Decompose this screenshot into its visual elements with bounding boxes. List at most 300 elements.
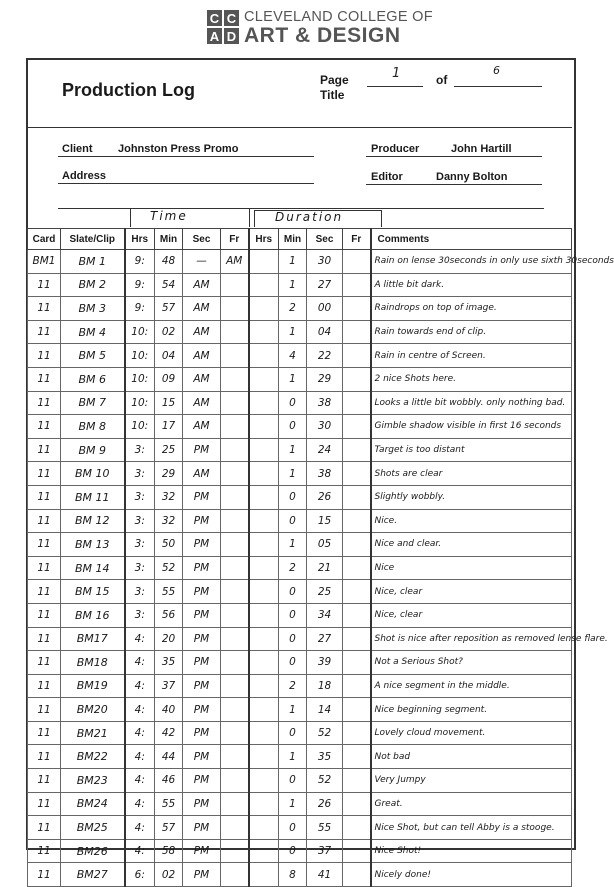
slate-cell: BM21 xyxy=(61,721,125,745)
min-cell: 20 xyxy=(155,627,183,651)
duration-sec-cell: 38 xyxy=(307,391,343,415)
page-label: Page xyxy=(320,73,349,87)
comment-cell: Rain in centre of Screen. xyxy=(371,344,572,368)
duration-sec-cell: 21 xyxy=(307,556,343,580)
col-header: Hrs xyxy=(125,229,155,250)
comment-cell: A little bit dark. xyxy=(371,273,572,297)
table-row xyxy=(28,344,572,368)
duration-sec-cell: 18 xyxy=(307,674,343,698)
slate-cell: BM 8 xyxy=(61,415,125,439)
duration-fr-cell xyxy=(343,344,371,368)
logo-monogram xyxy=(207,10,239,44)
table-row xyxy=(28,556,572,580)
logo-letter: C xyxy=(207,10,222,26)
table-row xyxy=(28,745,572,769)
fr-cell xyxy=(221,745,249,769)
comment-cell: Looks a little bit wobbly. only nothing bad. xyxy=(371,391,572,415)
comment-cell: Nice xyxy=(371,556,572,580)
fr-cell xyxy=(221,792,249,816)
table-row xyxy=(28,485,572,509)
hrs-cell: 4: xyxy=(125,745,155,769)
duration-sec-cell: 38 xyxy=(307,462,343,486)
duration-min-cell: 1 xyxy=(279,438,307,462)
card-cell: 11 xyxy=(28,792,61,816)
comment-cell: Nice. xyxy=(371,509,572,533)
card-cell: 11 xyxy=(28,533,61,557)
sec-cell: AM xyxy=(183,344,221,368)
table-row xyxy=(28,297,572,321)
hrs-cell: 10: xyxy=(125,415,155,439)
duration-hrs-cell xyxy=(249,816,279,840)
table-row xyxy=(28,273,572,297)
client-line xyxy=(58,156,314,157)
sec-cell: AM xyxy=(183,367,221,391)
slate-cell: BM 16 xyxy=(61,603,125,627)
duration-fr-cell xyxy=(343,438,371,462)
duration-min-cell: 0 xyxy=(279,721,307,745)
duration-fr-cell xyxy=(343,462,371,486)
duration-hrs-cell xyxy=(249,533,279,557)
duration-min-cell: 0 xyxy=(279,580,307,604)
table-row xyxy=(28,792,572,816)
slate-cell: BM17 xyxy=(61,627,125,651)
hrs-cell: 4: xyxy=(125,651,155,675)
table-row xyxy=(28,863,572,887)
duration-hrs-cell xyxy=(249,674,279,698)
min-cell: 32 xyxy=(155,485,183,509)
card-cell: BM1 xyxy=(28,250,61,274)
client-label: Client xyxy=(62,143,93,155)
col-header: Comments xyxy=(371,229,572,250)
col-header: Fr xyxy=(221,229,249,250)
min-cell: 04 xyxy=(155,344,183,368)
slate-cell: BM20 xyxy=(61,698,125,722)
col-header: Min xyxy=(155,229,183,250)
duration-hrs-cell xyxy=(249,863,279,887)
slate-cell: BM 12 xyxy=(61,509,125,533)
duration-hrs-cell xyxy=(249,509,279,533)
duration-sec-cell: 52 xyxy=(307,769,343,793)
hrs-cell: 3: xyxy=(125,485,155,509)
fr-cell xyxy=(221,769,249,793)
header-divider xyxy=(27,127,572,128)
table-header-row xyxy=(28,229,572,250)
duration-min-cell: 2 xyxy=(279,556,307,580)
fr-cell xyxy=(221,462,249,486)
duration-min-cell: 1 xyxy=(279,320,307,344)
sec-cell: PM xyxy=(183,509,221,533)
duration-min-cell: 4 xyxy=(279,344,307,368)
duration-hrs-cell xyxy=(249,698,279,722)
sec-cell: PM xyxy=(183,674,221,698)
card-cell: 11 xyxy=(28,438,61,462)
min-cell: 40 xyxy=(155,698,183,722)
duration-min-cell: 1 xyxy=(279,250,307,274)
slate-cell: BM25 xyxy=(61,816,125,840)
duration-fr-cell xyxy=(343,721,371,745)
sec-cell: PM xyxy=(183,792,221,816)
hrs-cell: 4: xyxy=(125,627,155,651)
min-cell: 02 xyxy=(155,320,183,344)
sec-cell: PM xyxy=(183,651,221,675)
hrs-cell: 10: xyxy=(125,320,155,344)
comment-cell: Nice, clear xyxy=(371,603,572,627)
fr-cell xyxy=(221,580,249,604)
col-header: Min xyxy=(279,229,307,250)
min-cell: 54 xyxy=(155,273,183,297)
min-cell: 57 xyxy=(155,816,183,840)
comment-cell: 2 nice Shots here. xyxy=(371,367,572,391)
min-cell: 44 xyxy=(155,745,183,769)
duration-sec-cell: 04 xyxy=(307,320,343,344)
table-row xyxy=(28,533,572,557)
hrs-cell: 3: xyxy=(125,509,155,533)
card-cell: 11 xyxy=(28,580,61,604)
duration-min-cell: 1 xyxy=(279,367,307,391)
slate-cell: BM22 xyxy=(61,745,125,769)
table-row xyxy=(28,415,572,439)
table-row xyxy=(28,367,572,391)
table-row xyxy=(28,816,572,840)
min-cell: 42 xyxy=(155,721,183,745)
table-row xyxy=(28,627,572,651)
min-cell: 25 xyxy=(155,438,183,462)
sec-cell: PM xyxy=(183,816,221,840)
hrs-cell: 10: xyxy=(125,344,155,368)
card-cell: 11 xyxy=(28,816,61,840)
logo-line-1: CLEVELAND COLLEGE OF xyxy=(244,9,433,25)
duration-fr-cell xyxy=(343,792,371,816)
duration-fr-cell xyxy=(343,367,371,391)
comment-cell: Nice beginning segment. xyxy=(371,698,572,722)
card-cell: 11 xyxy=(28,627,61,651)
address-line xyxy=(58,183,314,184)
comment-cell: Raindrops on top of image. xyxy=(371,297,572,321)
fr-cell xyxy=(221,344,249,368)
duration-hrs-cell xyxy=(249,367,279,391)
logo-letter: A xyxy=(207,28,222,44)
fr-cell xyxy=(221,509,249,533)
duration-hrs-cell xyxy=(249,320,279,344)
duration-fr-cell xyxy=(343,320,371,344)
min-cell: 58 xyxy=(155,839,183,863)
min-cell: 29 xyxy=(155,462,183,486)
duration-fr-cell xyxy=(343,839,371,863)
slate-cell: BM 5 xyxy=(61,344,125,368)
producer-line xyxy=(366,156,542,157)
duration-hrs-cell xyxy=(249,556,279,580)
sec-cell: PM xyxy=(183,556,221,580)
card-cell: 11 xyxy=(28,273,61,297)
duration-sec-cell: 41 xyxy=(307,863,343,887)
duration-hrs-cell xyxy=(249,839,279,863)
hrs-cell: 4: xyxy=(125,839,155,863)
comment-cell: Slightly wobbly. xyxy=(371,485,572,509)
duration-fr-cell xyxy=(343,533,371,557)
duration-sec-cell: 26 xyxy=(307,485,343,509)
comment-cell: Nice and clear. xyxy=(371,533,572,557)
sec-cell: PM xyxy=(183,627,221,651)
min-cell: 32 xyxy=(155,509,183,533)
duration-fr-cell xyxy=(343,580,371,604)
fr-cell xyxy=(221,415,249,439)
min-cell: 46 xyxy=(155,769,183,793)
sec-cell: PM xyxy=(183,745,221,769)
duration-hrs-cell xyxy=(249,273,279,297)
producer-label: Producer xyxy=(371,143,420,155)
card-cell: 11 xyxy=(28,415,61,439)
min-cell: 37 xyxy=(155,674,183,698)
card-cell: 11 xyxy=(28,863,61,887)
duration-fr-cell xyxy=(343,273,371,297)
card-cell: 11 xyxy=(28,745,61,769)
fr-cell xyxy=(221,603,249,627)
card-cell: 11 xyxy=(28,721,61,745)
duration-hrs-cell xyxy=(249,438,279,462)
slate-cell: BM23 xyxy=(61,769,125,793)
duration-hrs-cell xyxy=(249,627,279,651)
hrs-cell: 4: xyxy=(125,816,155,840)
min-cell: 02 xyxy=(155,863,183,887)
duration-sec-cell: 24 xyxy=(307,438,343,462)
page-total: 6 xyxy=(493,64,500,77)
comment-cell: Not bad xyxy=(371,745,572,769)
production-log-table xyxy=(27,228,614,887)
duration-sec-cell: 26 xyxy=(307,792,343,816)
duration-sec-cell: 30 xyxy=(307,250,343,274)
duration-min-cell: 1 xyxy=(279,745,307,769)
duration-sec-cell: 34 xyxy=(307,603,343,627)
sec-cell: AM xyxy=(183,391,221,415)
card-cell: 11 xyxy=(28,367,61,391)
duration-fr-cell xyxy=(343,816,371,840)
fr-cell xyxy=(221,721,249,745)
duration-min-cell: 1 xyxy=(279,273,307,297)
min-cell: 55 xyxy=(155,792,183,816)
duration-hrs-cell xyxy=(249,580,279,604)
table-row xyxy=(28,651,572,675)
card-cell: 11 xyxy=(28,462,61,486)
comment-cell: Nice, clear xyxy=(371,580,572,604)
card-cell: 11 xyxy=(28,297,61,321)
producer-value: John Hartill xyxy=(451,143,512,155)
col-header: Slate/Clip xyxy=(61,229,125,250)
comment-cell: Very Jumpy xyxy=(371,769,572,793)
fr-cell xyxy=(221,651,249,675)
sec-cell: PM xyxy=(183,839,221,863)
editor-line xyxy=(366,184,542,185)
comment-cell: Nice Shot! xyxy=(371,839,572,863)
fr-cell xyxy=(221,391,249,415)
duration-min-cell: 1 xyxy=(279,698,307,722)
sec-cell: PM xyxy=(183,603,221,627)
duration-fr-cell xyxy=(343,297,371,321)
slate-cell: BM 15 xyxy=(61,580,125,604)
duration-sec-cell: 15 xyxy=(307,509,343,533)
slate-cell: BM 9 xyxy=(61,438,125,462)
comment-cell: Great. xyxy=(371,792,572,816)
sec-cell: AM xyxy=(183,273,221,297)
hrs-cell: 6: xyxy=(125,863,155,887)
table-row xyxy=(28,391,572,415)
table-row xyxy=(28,250,572,274)
fr-cell: AM xyxy=(221,250,249,274)
sec-cell: AM xyxy=(183,462,221,486)
table-row xyxy=(28,674,572,698)
card-cell: 11 xyxy=(28,344,61,368)
hrs-cell: 10: xyxy=(125,391,155,415)
duration-fr-cell xyxy=(343,415,371,439)
hrs-cell: 4: xyxy=(125,721,155,745)
page-title-labels xyxy=(320,73,349,103)
comment-cell: Rain towards end of clip. xyxy=(371,320,572,344)
duration-hrs-cell xyxy=(249,391,279,415)
card-cell: 11 xyxy=(28,839,61,863)
page-title: Production Log xyxy=(62,80,195,100)
fr-cell xyxy=(221,627,249,651)
fr-cell xyxy=(221,438,249,462)
slate-cell: BM 2 xyxy=(61,273,125,297)
fr-cell xyxy=(221,556,249,580)
card-cell: 11 xyxy=(28,391,61,415)
duration-fr-cell xyxy=(343,863,371,887)
slate-cell: BM18 xyxy=(61,651,125,675)
duration-sec-cell: 52 xyxy=(307,721,343,745)
comment-cell: Shot is nice after reposition as removed lense flare. xyxy=(371,627,572,651)
sec-cell: — xyxy=(183,250,221,274)
duration-sec-cell: 37 xyxy=(307,839,343,863)
slate-cell: BM 14 xyxy=(61,556,125,580)
duration-min-cell: 8 xyxy=(279,863,307,887)
min-cell: 50 xyxy=(155,533,183,557)
comment-cell: Lovely cloud movement. xyxy=(371,721,572,745)
duration-fr-cell xyxy=(343,556,371,580)
duration-hrs-cell xyxy=(249,485,279,509)
duration-fr-cell xyxy=(343,391,371,415)
card-cell: 11 xyxy=(28,769,61,793)
duration-fr-cell xyxy=(343,698,371,722)
duration-fr-cell xyxy=(343,603,371,627)
duration-group-label: Duration xyxy=(275,210,344,224)
logo-line-2: ART & DESIGN xyxy=(244,24,401,47)
duration-fr-cell xyxy=(343,651,371,675)
table-row xyxy=(28,580,572,604)
sec-cell: PM xyxy=(183,438,221,462)
min-cell: 17 xyxy=(155,415,183,439)
min-cell: 09 xyxy=(155,367,183,391)
slate-cell: BM26 xyxy=(61,839,125,863)
hrs-cell: 4: xyxy=(125,698,155,722)
fr-cell xyxy=(221,816,249,840)
fr-cell xyxy=(221,698,249,722)
slate-cell: BM 6 xyxy=(61,367,125,391)
slate-cell: BM 4 xyxy=(61,320,125,344)
slate-cell: BM24 xyxy=(61,792,125,816)
duration-min-cell: 1 xyxy=(279,462,307,486)
duration-sec-cell: 00 xyxy=(307,297,343,321)
comment-cell: Rain on lense 30seconds in only use sixth 30seconds xyxy=(371,250,572,274)
fr-cell xyxy=(221,485,249,509)
fr-cell xyxy=(221,533,249,557)
table-row xyxy=(28,462,572,486)
page-number-line xyxy=(367,86,423,87)
duration-min-cell: 0 xyxy=(279,651,307,675)
duration-hrs-cell xyxy=(249,769,279,793)
min-cell: 57 xyxy=(155,297,183,321)
duration-hrs-cell xyxy=(249,297,279,321)
duration-hrs-cell xyxy=(249,721,279,745)
comment-cell: Shots are clear xyxy=(371,462,572,486)
min-cell: 48 xyxy=(155,250,183,274)
sec-cell: AM xyxy=(183,297,221,321)
slate-cell: BM 1 xyxy=(61,250,125,274)
hrs-cell: 4: xyxy=(125,792,155,816)
min-cell: 52 xyxy=(155,556,183,580)
hrs-cell: 10: xyxy=(125,367,155,391)
editor-value: Danny Bolton xyxy=(436,171,508,183)
fr-cell xyxy=(221,320,249,344)
sec-cell: PM xyxy=(183,485,221,509)
hrs-cell: 3: xyxy=(125,438,155,462)
duration-min-cell: 2 xyxy=(279,674,307,698)
card-cell: 11 xyxy=(28,556,61,580)
fr-cell xyxy=(221,839,249,863)
duration-min-cell: 1 xyxy=(279,533,307,557)
card-cell: 11 xyxy=(28,509,61,533)
min-cell: 15 xyxy=(155,391,183,415)
duration-min-cell: 0 xyxy=(279,485,307,509)
duration-sec-cell: 22 xyxy=(307,344,343,368)
duration-sec-cell: 30 xyxy=(307,415,343,439)
slate-cell: BM 13 xyxy=(61,533,125,557)
fr-cell xyxy=(221,273,249,297)
sec-cell: PM xyxy=(183,533,221,557)
sec-cell: PM xyxy=(183,721,221,745)
duration-min-cell: 0 xyxy=(279,627,307,651)
duration-min-cell: 0 xyxy=(279,415,307,439)
duration-hrs-cell xyxy=(249,344,279,368)
duration-sec-cell: 39 xyxy=(307,651,343,675)
time-group-label: Time xyxy=(150,209,188,223)
duration-min-cell: 0 xyxy=(279,391,307,415)
card-cell: 11 xyxy=(28,320,61,344)
duration-fr-cell xyxy=(343,509,371,533)
card-cell: 11 xyxy=(28,651,61,675)
duration-min-cell: 0 xyxy=(279,603,307,627)
col-header: Card xyxy=(28,229,61,250)
min-cell: 35 xyxy=(155,651,183,675)
logo-wordmark xyxy=(244,10,433,47)
hrs-cell: 9: xyxy=(125,273,155,297)
duration-sec-cell: 14 xyxy=(307,698,343,722)
duration-min-cell: 2 xyxy=(279,297,307,321)
card-cell: 11 xyxy=(28,485,61,509)
duration-min-cell: 0 xyxy=(279,839,307,863)
duration-min-cell: 0 xyxy=(279,509,307,533)
duration-hrs-cell xyxy=(249,745,279,769)
col-header: Fr xyxy=(343,229,371,250)
card-cell: 11 xyxy=(28,674,61,698)
slate-cell: BM27 xyxy=(61,863,125,887)
table-row xyxy=(28,320,572,344)
comment-cell: A nice segment in the middle. xyxy=(371,674,572,698)
comment-cell: Nice Shot, but can tell Abby is a stooge. xyxy=(371,816,572,840)
duration-sec-cell: 35 xyxy=(307,745,343,769)
duration-hrs-cell xyxy=(249,651,279,675)
duration-fr-cell xyxy=(343,745,371,769)
fr-cell xyxy=(221,863,249,887)
duration-sec-cell: 27 xyxy=(307,627,343,651)
